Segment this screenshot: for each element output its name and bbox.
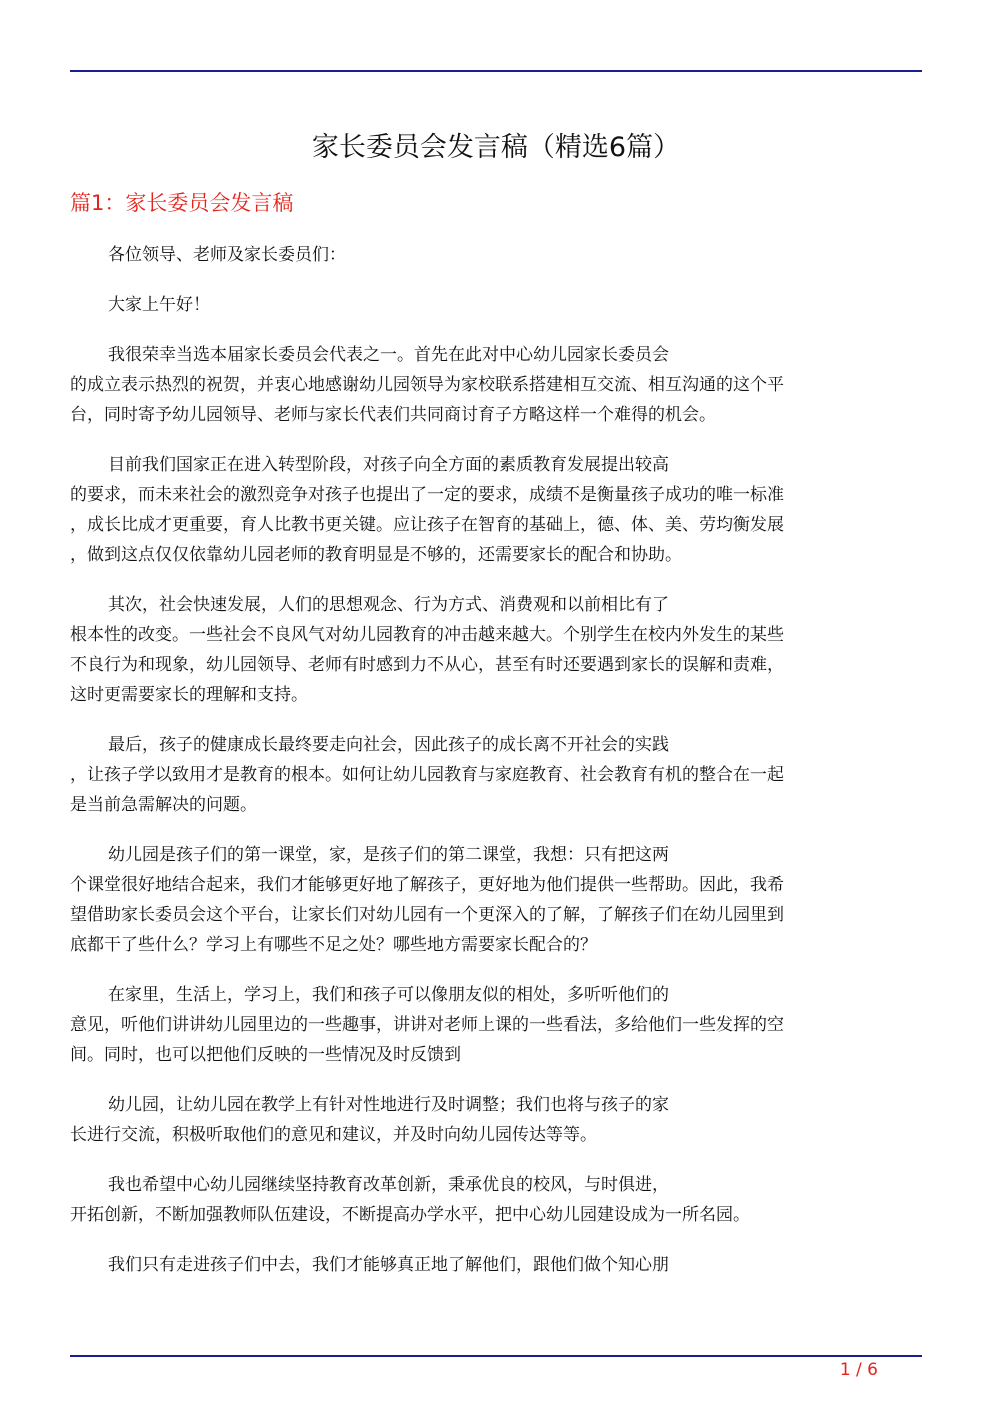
paragraph-line: 开拓创新，不断加强教师队伍建设，不断提高办学水平，把中心幼儿园建设成为一所名园。 bbox=[70, 1205, 750, 1225]
paragraph-line: 长进行交流，积极听取他们的意见和建议，并及时向幼儿园传达等等。 bbox=[70, 1125, 597, 1145]
paragraph bbox=[70, 450, 922, 570]
paragraph bbox=[70, 290, 922, 320]
paragraph-line: 在家里，生活上，学习上，我们和孩子可以像朋友似的相处，多听听他们的 bbox=[108, 985, 669, 1005]
paragraph-line: 间。同时，也可以把他们反映的一些情况及时反馈到 bbox=[70, 1045, 461, 1065]
paragraph bbox=[70, 1170, 922, 1230]
paragraph-line: 我也希望中心幼儿园继续坚持教育改革创新，秉承优良的校风，与时俱进， bbox=[108, 1175, 669, 1195]
paragraph-line: 台，同时寄予幼儿园领导、老师与家长代表们共同商讨育子方略这样一个难得的机会。 bbox=[70, 405, 716, 425]
paragraph bbox=[70, 840, 922, 960]
paragraph-line: ，让孩子学以致用才是教育的根本。如何让幼儿园教育与家庭教育、社会教育有机的整合在一起 bbox=[70, 765, 784, 785]
paragraph-line: 的成立表示热烈的祝贺，并衷心地感谢幼儿园领导为家校联系搭建相互交流、相互沟通的这个平 bbox=[70, 375, 784, 395]
paragraph-line: 幼儿园是孩子们的第一课堂，家，是孩子们的第二课堂，我想：只有把这两 bbox=[108, 845, 669, 865]
paragraph-line: 目前我们国家正在进入转型阶段，对孩子向全方面的素质教育发展提出较高 bbox=[108, 455, 669, 475]
paragraph bbox=[70, 1090, 922, 1150]
paragraph-line: 个课堂很好地结合起来，我们才能够更好地了解孩子，更好地为他们提供一些帮助。因此，我希 bbox=[70, 875, 784, 895]
paragraph-line: 大家上午好！ bbox=[108, 295, 210, 315]
document-title: 家长委员会发言稿（精选6篇） bbox=[311, 132, 681, 163]
section-heading: 篇1：家长委员会发言稿 bbox=[70, 191, 294, 215]
paragraph-line: 这时更需要家长的理解和支持。 bbox=[70, 685, 308, 705]
paragraph bbox=[70, 590, 922, 710]
paragraph bbox=[70, 980, 922, 1070]
paragraph-line: 其次，社会快速发展，人们的思想观念、行为方式、消费观和以前相比有了 bbox=[108, 595, 669, 615]
paragraph-line: 幼儿园，让幼儿园在教学上有针对性地进行及时调整；我们也将与孩子的家 bbox=[108, 1095, 669, 1115]
paragraph-line: 各位领导、老师及家长委员们： bbox=[108, 245, 346, 265]
bottom-rule bbox=[70, 1355, 922, 1357]
paragraph-line: 底都干了些什么？学习上有哪些不足之处？哪些地方需要家长配合的？ bbox=[70, 935, 597, 955]
paragraph-line: 望借助家长委员会这个平台，让家长们对幼儿园有一个更深入的了解，了解孩子们在幼儿园里到 bbox=[70, 905, 784, 925]
paragraph bbox=[70, 240, 922, 270]
paragraph-line: 我们只有走进孩子们中去，我们才能够真正地了解他们，跟他们做个知心朋 bbox=[108, 1255, 669, 1275]
paragraph bbox=[70, 1250, 922, 1280]
paragraph-line: 意见，听他们讲讲幼儿园里边的一些趣事，讲讲对老师上课的一些看法，多给他们一些发挥的空 bbox=[70, 1015, 784, 1035]
paragraph-line: ，成长比成才更重要，育人比教书更关键。应让孩子在智育的基础上，德、体、美、劳均衡发展 bbox=[70, 515, 784, 535]
paragraph-line: 是当前急需解决的问题。 bbox=[70, 795, 257, 815]
paragraph bbox=[70, 340, 922, 430]
paragraph bbox=[70, 730, 922, 820]
paragraph-line: 不良行为和现象，幼儿园领导、老师有时感到力不从心，甚至有时还要遇到家长的误解和责难， bbox=[70, 655, 784, 675]
paragraph-line: 我很荣幸当选本届家长委员会代表之一。首先在此对中心幼儿园家长委员会 bbox=[108, 345, 669, 365]
paragraph-line: 根本性的改变。一些社会不良风气对幼儿园教育的冲击越来越大。个别学生在校内外发生的某些 bbox=[70, 625, 784, 645]
paragraph-line: 的要求，而未来社会的激烈竞争对孩子也提出了一定的要求，成绩不是衡量孩子成功的唯一标准 bbox=[70, 485, 784, 505]
top-rule bbox=[70, 70, 922, 72]
paragraph-line: 最后，孩子的健康成长最终要走向社会，因此孩子的成长离不开社会的实践 bbox=[108, 735, 669, 755]
page-indicator: 1 / 6 bbox=[839, 1360, 878, 1380]
paragraph-line: ，做到这点仅仅依靠幼儿园老师的教育明显是不够的，还需要家长的配合和协助。 bbox=[70, 545, 682, 565]
document-body bbox=[70, 240, 922, 1300]
